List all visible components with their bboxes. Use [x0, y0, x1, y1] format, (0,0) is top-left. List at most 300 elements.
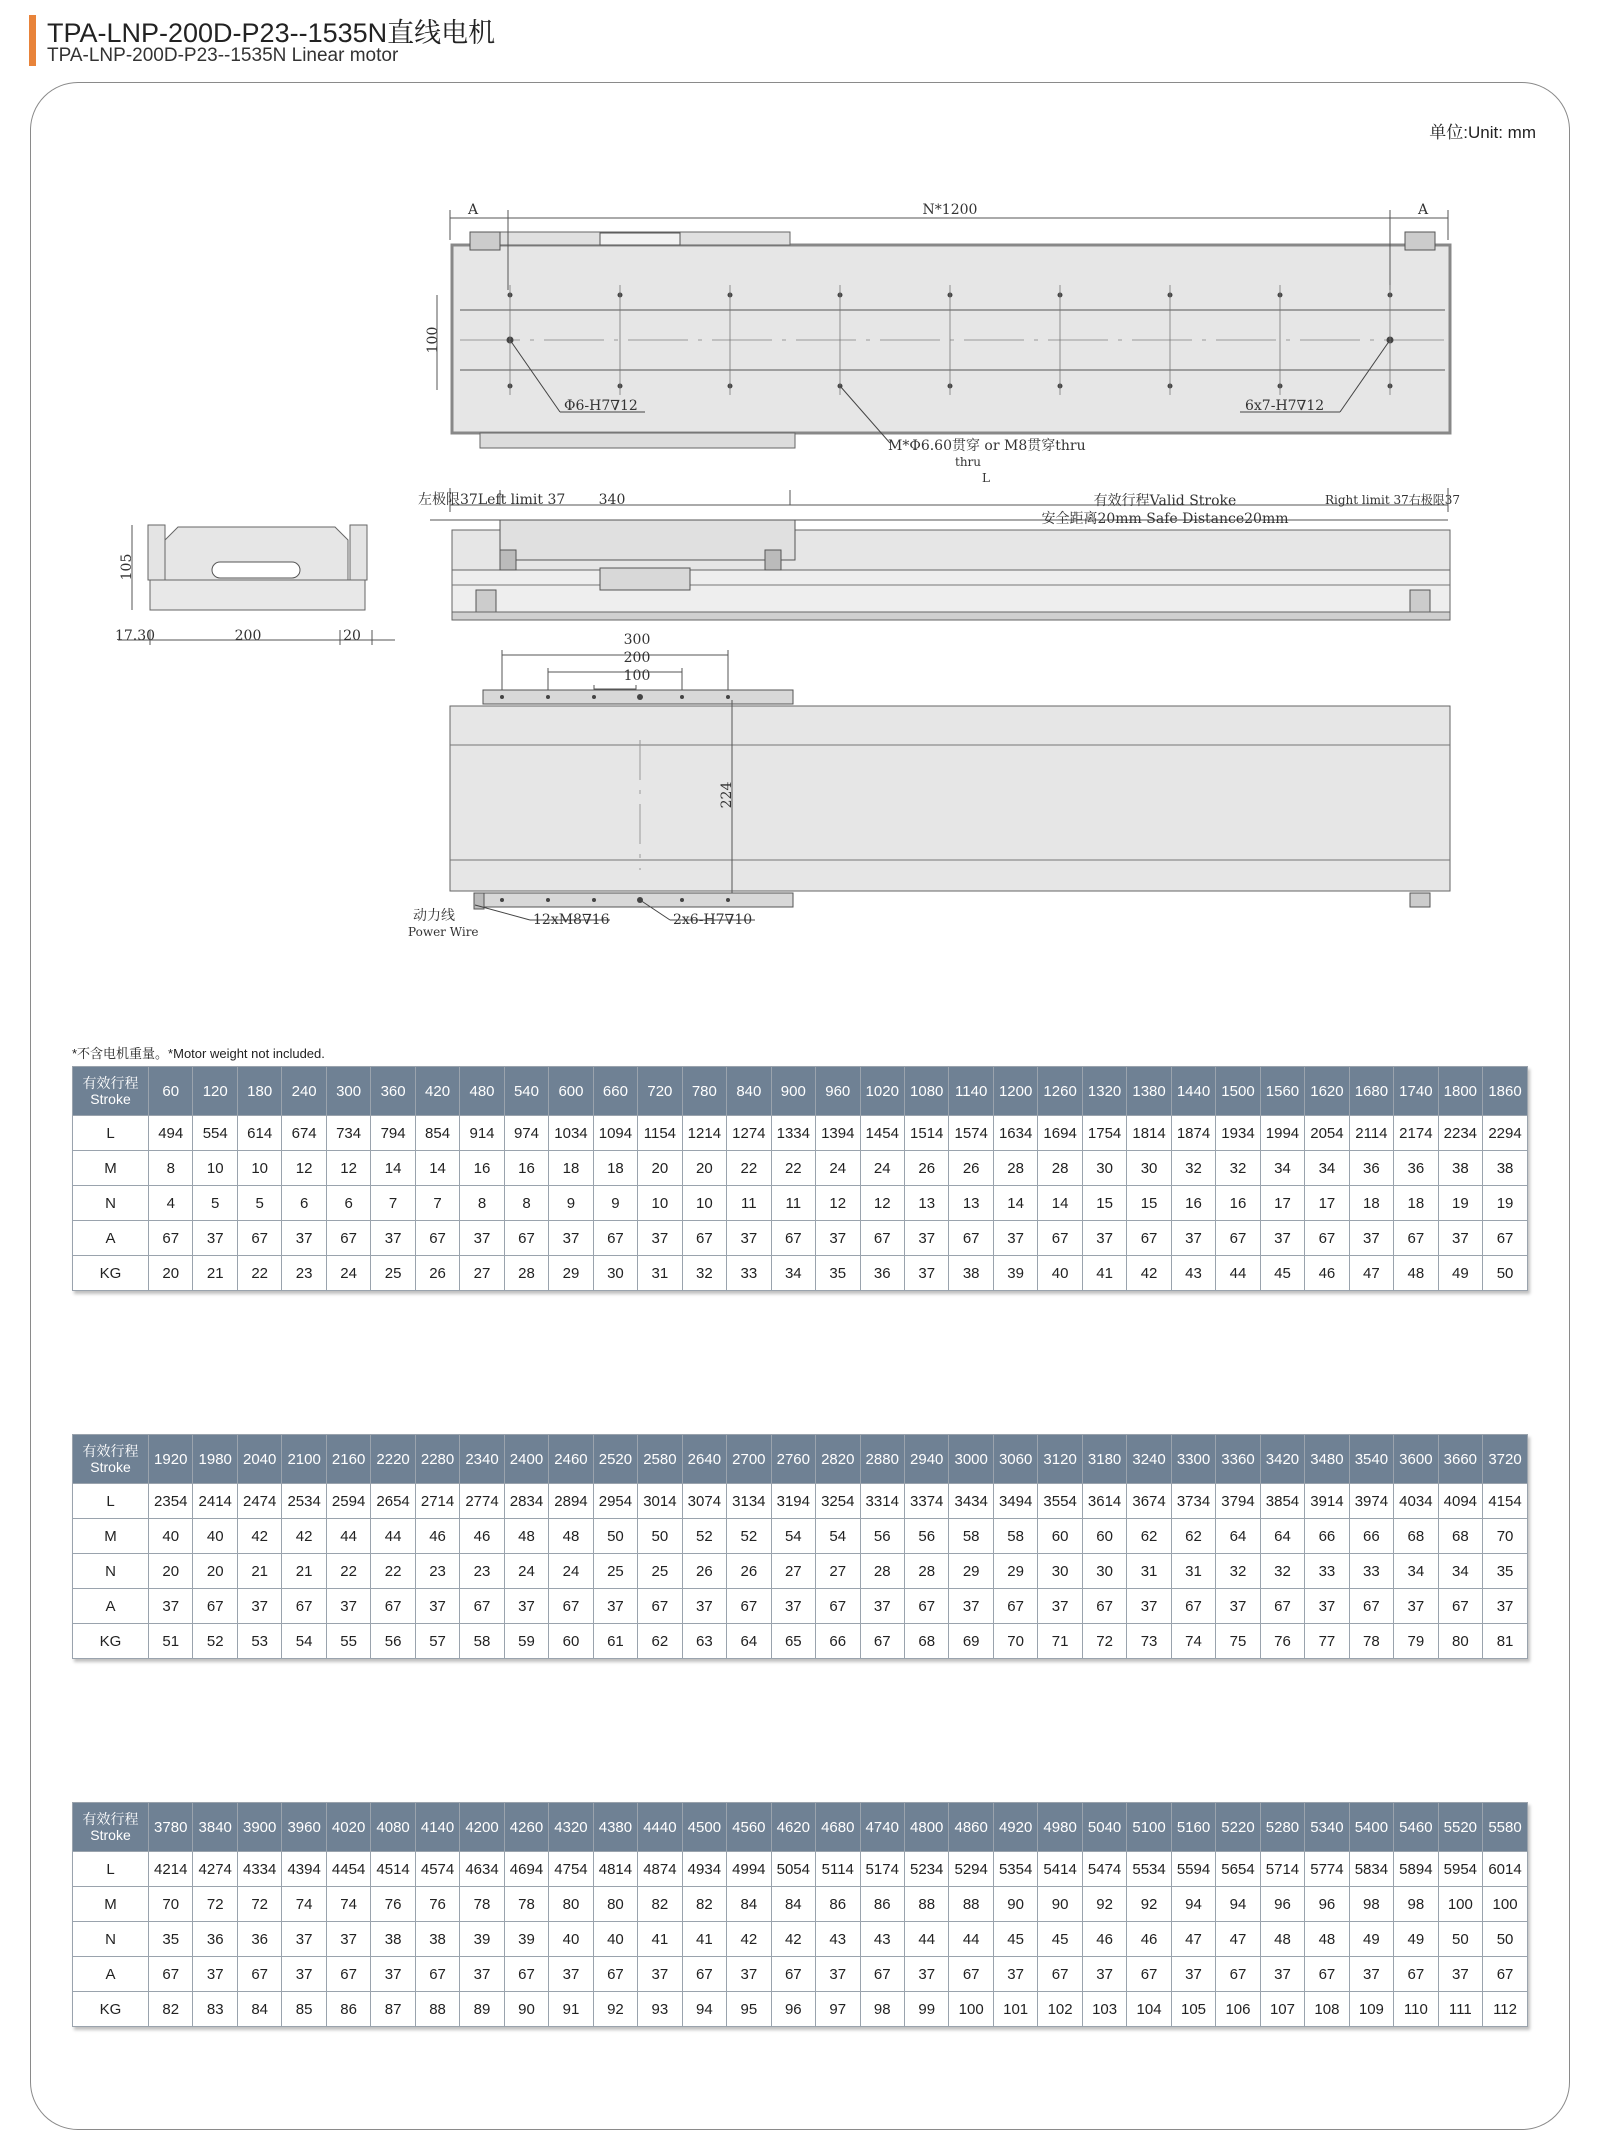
table-cell: 67: [682, 1221, 726, 1256]
table-cell: 23: [415, 1554, 459, 1589]
table-cell: 40: [549, 1922, 593, 1957]
table-cell: 46: [415, 1519, 459, 1554]
stroke-value: 180: [237, 1067, 281, 1116]
table-cell: 11: [727, 1186, 771, 1221]
table-row: [73, 1221, 1528, 1256]
stroke-value: 4980: [1038, 1803, 1082, 1852]
table-cell: 54: [816, 1519, 860, 1554]
safe-distance: 安全距离20mm Safe Distance20mm: [1041, 511, 1289, 527]
stroke-value: 4920: [993, 1803, 1037, 1852]
table-cell: 4574: [415, 1852, 459, 1887]
table-row: [73, 1957, 1528, 1992]
stroke-value: 2580: [638, 1435, 682, 1484]
table-cell: 67: [415, 1957, 459, 1992]
table-cell: 1394: [816, 1116, 860, 1151]
table-cell: 105: [1171, 1992, 1215, 2027]
table-cell: 20: [193, 1554, 237, 1589]
table-cell: 8: [504, 1186, 548, 1221]
table-cell: 37: [638, 1221, 682, 1256]
stroke-header-label: [73, 1435, 149, 1484]
table-cell: 6: [326, 1186, 370, 1221]
table-cell: 36: [237, 1922, 281, 1957]
table-cell: 94: [1216, 1887, 1260, 1922]
table-cell: 62: [1171, 1519, 1215, 1554]
stroke-value: 1440: [1171, 1067, 1215, 1116]
stroke-value: 2640: [682, 1435, 726, 1484]
table-cell: 90: [1038, 1887, 1082, 1922]
table-cell: 734: [326, 1116, 370, 1151]
table-cell: 67: [282, 1589, 326, 1624]
table-cell: 29: [993, 1554, 1037, 1589]
table-cell: 4754: [549, 1852, 593, 1887]
table-row: [73, 1589, 1528, 1624]
table-cell: 70: [993, 1624, 1037, 1659]
table-cell: 57: [415, 1624, 459, 1659]
table-cell: 33: [1305, 1554, 1349, 1589]
stroke-value: 4020: [326, 1803, 370, 1852]
table-cell: 5234: [904, 1852, 948, 1887]
callout-center: M*Φ6.60贯穿 or M8贯穿thru: [888, 438, 1086, 454]
table-cell: 32: [682, 1256, 726, 1291]
callout-pins: 2x6-H7∇10: [673, 912, 753, 928]
table-cell: 914: [460, 1116, 504, 1151]
table-cell: 31: [638, 1256, 682, 1291]
table-cell: 40: [593, 1922, 637, 1957]
table-cell: 68: [1438, 1519, 1482, 1554]
table-cell: 22: [237, 1256, 281, 1291]
table-cell: 3314: [860, 1484, 904, 1519]
stroke-value: 1980: [193, 1435, 237, 1484]
table-cell: 37: [993, 1957, 1037, 1992]
table-cell: 82: [638, 1887, 682, 1922]
stroke-value: 5280: [1260, 1803, 1304, 1852]
table-cell: 37: [1260, 1221, 1304, 1256]
table-cell: 67: [1038, 1221, 1082, 1256]
table-cell: 109: [1349, 1992, 1393, 2027]
table-cell: 1574: [949, 1116, 993, 1151]
table-cell: 16: [460, 1151, 504, 1186]
table-cell: 37: [549, 1221, 593, 1256]
table-cell: 37: [593, 1589, 637, 1624]
table-cell: 4634: [460, 1852, 504, 1887]
stroke-value: 4500: [682, 1803, 726, 1852]
stroke-value: 3060: [993, 1435, 1037, 1484]
table-cell: 2174: [1394, 1116, 1438, 1151]
stroke-value: 300: [326, 1067, 370, 1116]
table-cell: 43: [860, 1922, 904, 1957]
table-cell: 78: [460, 1887, 504, 1922]
table-cell: 18: [1394, 1186, 1438, 1221]
table-cell: 58: [993, 1519, 1037, 1554]
table-cell: 26: [949, 1151, 993, 1186]
table-cell: 18: [593, 1151, 637, 1186]
table-cell: 78: [1349, 1624, 1393, 1659]
table-cell: 44: [904, 1922, 948, 1957]
table-cell: 37: [1171, 1221, 1215, 1256]
table-cell: 51: [149, 1624, 193, 1659]
table-cell: 12: [860, 1186, 904, 1221]
table-cell: 76: [415, 1887, 459, 1922]
table-cell: 5114: [816, 1852, 860, 1887]
table-cell: 98: [1349, 1887, 1393, 1922]
table-cell: 5054: [771, 1852, 815, 1887]
stroke-value: 960: [816, 1067, 860, 1116]
stroke-header-label: [73, 1067, 149, 1116]
table-cell: 38: [371, 1922, 415, 1957]
dim-105: 105: [119, 553, 135, 581]
table-cell: 74: [282, 1887, 326, 1922]
table-cell: 30: [1038, 1554, 1082, 1589]
stroke-value: 1620: [1305, 1067, 1349, 1116]
table-cell: 37: [193, 1957, 237, 1992]
table-cell: 50: [1438, 1922, 1482, 1957]
table-cell: 12: [282, 1151, 326, 1186]
table-cell: 87: [371, 1992, 415, 2027]
table-cell: 1514: [904, 1116, 948, 1151]
table-cell: 67: [949, 1957, 993, 1992]
table-cell: 24: [504, 1554, 548, 1589]
table-cell: 3014: [638, 1484, 682, 1519]
table-cell: 4874: [638, 1852, 682, 1887]
stroke-value: 1080: [904, 1067, 948, 1116]
table-cell: 46: [460, 1519, 504, 1554]
table-cell: 98: [1394, 1887, 1438, 1922]
table-cell: 52: [193, 1624, 237, 1659]
table-cell: 15: [1082, 1186, 1126, 1221]
table-cell: 91: [549, 1992, 593, 2027]
stroke-value: 1680: [1349, 1067, 1393, 1116]
table-cell: 38: [1483, 1151, 1528, 1186]
table-cell: 25: [638, 1554, 682, 1589]
table-cell: 29: [549, 1256, 593, 1291]
table-cell: 50: [593, 1519, 637, 1554]
table-cell: 15: [1127, 1186, 1171, 1221]
table-cell: 794: [371, 1116, 415, 1151]
table-cell: 100: [1483, 1887, 1528, 1922]
table-cell: 67: [504, 1957, 548, 1992]
table-cell: 26: [727, 1554, 771, 1589]
stroke-value: 5340: [1305, 1803, 1349, 1852]
stroke-value: 1260: [1038, 1067, 1082, 1116]
table-cell: 72: [193, 1887, 237, 1922]
table-cell: 66: [1305, 1519, 1349, 1554]
table-cell: 30: [1127, 1151, 1171, 1186]
stroke-value: 3900: [237, 1803, 281, 1852]
table-cell: 9: [593, 1186, 637, 1221]
power-wire-cn: 动力线: [413, 908, 455, 924]
stroke-value: 2700: [727, 1435, 771, 1484]
table-row: [73, 1519, 1528, 1554]
callout-center-thru: thru: [955, 455, 982, 469]
table-cell: 22: [727, 1151, 771, 1186]
table-cell: 24: [549, 1554, 593, 1589]
table-cell: 10: [682, 1186, 726, 1221]
stroke-value: 3600: [1394, 1435, 1438, 1484]
table-cell: 76: [1260, 1624, 1304, 1659]
stroke-header-row: [73, 1435, 1528, 1484]
table-cell: 31: [1171, 1554, 1215, 1589]
row-label: L: [73, 1484, 149, 1519]
table-cell: 85: [282, 1992, 326, 2027]
table-cell: 48: [1260, 1922, 1304, 1957]
table-cell: 3554: [1038, 1484, 1082, 1519]
dim-300: 300: [623, 632, 651, 648]
table-cell: 37: [149, 1589, 193, 1624]
stroke-value: 2460: [549, 1435, 593, 1484]
row-label: M: [73, 1519, 149, 1554]
table-cell: 67: [237, 1957, 281, 1992]
table-cell: 64: [1216, 1519, 1260, 1554]
table-cell: 67: [1171, 1589, 1215, 1624]
stroke-value: 4380: [593, 1803, 637, 1852]
stroke-value: 1860: [1483, 1067, 1528, 1116]
table-cell: 103: [1082, 1992, 1126, 2027]
table-cell: 96: [771, 1992, 815, 2027]
table-cell: 5774: [1305, 1852, 1349, 1887]
table-cell: 37: [682, 1589, 726, 1624]
stroke-value: 3780: [149, 1803, 193, 1852]
table-cell: 13: [949, 1186, 993, 1221]
table-cell: 35: [149, 1922, 193, 1957]
stroke-value: 240: [282, 1067, 326, 1116]
table-cell: 100: [949, 1992, 993, 2027]
table-cell: 99: [904, 1992, 948, 2027]
table-cell: 28: [504, 1256, 548, 1291]
table-cell: 16: [504, 1151, 548, 1186]
table-cell: 81: [1483, 1624, 1528, 1659]
table-cell: 37: [326, 1589, 370, 1624]
table-cell: 69: [949, 1624, 993, 1659]
table-cell: 60: [1082, 1519, 1126, 1554]
table-cell: 34: [1438, 1554, 1482, 1589]
stroke-value: 4620: [771, 1803, 815, 1852]
table-cell: 49: [1349, 1922, 1393, 1957]
page-title: TPA-LNP-200D-P23--1535N直线电机: [47, 18, 496, 48]
table-cell: 60: [1038, 1519, 1082, 1554]
table-cell: 64: [1260, 1519, 1304, 1554]
stroke-value: 1020: [860, 1067, 904, 1116]
table-cell: 67: [1438, 1589, 1482, 1624]
page-subtitle: TPA-LNP-200D-P23--1535N Linear motor: [47, 45, 399, 66]
table-cell: 59: [504, 1624, 548, 1659]
table-cell: 67: [949, 1221, 993, 1256]
table-cell: 36: [860, 1256, 904, 1291]
table-cell: 65: [771, 1624, 815, 1659]
table-cell: 67: [1127, 1957, 1171, 1992]
table-cell: 37: [326, 1922, 370, 1957]
table-cell: 44: [326, 1519, 370, 1554]
table-cell: 2414: [193, 1484, 237, 1519]
table-cell: 67: [727, 1589, 771, 1624]
table-cell: 86: [860, 1887, 904, 1922]
callout-right: 6x7-H7∇12: [1245, 398, 1325, 414]
table-cell: 3074: [682, 1484, 726, 1519]
table-cell: 54: [282, 1624, 326, 1659]
table-cell: 37: [504, 1589, 548, 1624]
table-cell: 80: [593, 1887, 637, 1922]
table-cell: 674: [282, 1116, 326, 1151]
table-cell: 37: [282, 1957, 326, 1992]
table-cell: 67: [415, 1221, 459, 1256]
table-cell: 52: [682, 1519, 726, 1554]
table-cell: 112: [1483, 1992, 1528, 2027]
table-cell: 37: [904, 1957, 948, 1992]
table-cell: 1814: [1127, 1116, 1171, 1151]
table-cell: 36: [193, 1922, 237, 1957]
table-cell: 37: [415, 1589, 459, 1624]
table-cell: 61: [593, 1624, 637, 1659]
table-cell: 1994: [1260, 1116, 1304, 1151]
table-cell: 71: [1038, 1624, 1082, 1659]
stroke-value: 2400: [504, 1435, 548, 1484]
table-cell: 44: [1216, 1256, 1260, 1291]
row-label: N: [73, 1554, 149, 1589]
table-cell: 22: [326, 1554, 370, 1589]
table-cell: 7: [371, 1186, 415, 1221]
table-cell: 37: [727, 1957, 771, 1992]
table-cell: 27: [460, 1256, 504, 1291]
unit-label: 单位:Unit: mm: [1429, 123, 1536, 142]
stroke-label-en: Stroke: [90, 1459, 131, 1475]
table-cell: 67: [1394, 1957, 1438, 1992]
table-cell: 4: [149, 1186, 193, 1221]
stroke-value: 3720: [1483, 1435, 1528, 1484]
table-cell: 27: [771, 1554, 815, 1589]
table-cell: 9: [549, 1186, 593, 1221]
table-cell: 34: [1305, 1151, 1349, 1186]
row-label: L: [73, 1852, 149, 1887]
table-cell: 31: [1127, 1554, 1171, 1589]
table-cell: 37: [1349, 1957, 1393, 1992]
table-cell: 62: [638, 1624, 682, 1659]
table-cell: 92: [593, 1992, 637, 2027]
table-cell: 72: [237, 1887, 281, 1922]
row-label: M: [73, 1151, 149, 1186]
table-cell: 52: [727, 1519, 771, 1554]
table-cell: 37: [1483, 1589, 1528, 1624]
stroke-value: 120: [193, 1067, 237, 1116]
table-cell: 2474: [237, 1484, 281, 1519]
table-cell: 48: [549, 1519, 593, 1554]
stroke-header-row: [73, 1803, 1528, 1852]
table-cell: 106: [1216, 1992, 1260, 2027]
stroke-value: 780: [682, 1067, 726, 1116]
table-row: [73, 1624, 1528, 1659]
stroke-value: 5040: [1082, 1803, 1126, 1852]
table-cell: 93: [638, 1992, 682, 2027]
table-cell: 35: [1483, 1554, 1528, 1589]
table-cell: 20: [682, 1151, 726, 1186]
table-cell: 47: [1216, 1922, 1260, 1957]
table-cell: 50: [1483, 1922, 1528, 1957]
table-cell: 2834: [504, 1484, 548, 1519]
table-cell: 55: [326, 1624, 370, 1659]
table-cell: 67: [549, 1589, 593, 1624]
table-cell: 19: [1438, 1186, 1482, 1221]
table-cell: 8: [460, 1186, 504, 1221]
stroke-value: 720: [638, 1067, 682, 1116]
table-cell: 1334: [771, 1116, 815, 1151]
table-cell: 37: [1305, 1589, 1349, 1624]
table-cell: 2774: [460, 1484, 504, 1519]
table-cell: 5354: [993, 1852, 1037, 1887]
table-cell: 84: [237, 1992, 281, 2027]
stroke-value: 2280: [415, 1435, 459, 1484]
stroke-value: 3480: [1305, 1435, 1349, 1484]
table-cell: 79: [1394, 1624, 1438, 1659]
stroke-value: 2520: [593, 1435, 637, 1484]
table-cell: 36: [1349, 1151, 1393, 1186]
table-cell: 4694: [504, 1852, 548, 1887]
table-cell: 80: [549, 1887, 593, 1922]
table-cell: 64: [727, 1624, 771, 1659]
spec-table-2: [72, 1434, 1528, 1659]
dim-100: 100: [623, 668, 651, 684]
stroke-value: 3180: [1082, 1435, 1126, 1484]
stroke-value: 3240: [1127, 1435, 1171, 1484]
stroke-value: 3000: [949, 1435, 993, 1484]
table-cell: 60: [549, 1624, 593, 1659]
table-cell: 614: [237, 1116, 281, 1151]
table-cell: 37: [1082, 1957, 1126, 1992]
row-label: KG: [73, 1624, 149, 1659]
stroke-value: 360: [371, 1067, 415, 1116]
stroke-value: 4140: [415, 1803, 459, 1852]
stroke-value: 4320: [549, 1803, 593, 1852]
table-cell: 2294: [1483, 1116, 1528, 1151]
stroke-value: 1500: [1216, 1067, 1260, 1116]
table-cell: 1754: [1082, 1116, 1126, 1151]
table-cell: 67: [1349, 1589, 1393, 1624]
table-cell: 7: [415, 1186, 459, 1221]
table-cell: 4154: [1483, 1484, 1528, 1519]
table-cell: 1874: [1171, 1116, 1215, 1151]
table-cell: 67: [371, 1589, 415, 1624]
stroke-value: 1920: [149, 1435, 193, 1484]
table-cell: 2354: [149, 1484, 193, 1519]
stroke-label-cn: 有效行程: [82, 1443, 139, 1459]
table-cell: 18: [549, 1151, 593, 1186]
table-cell: 98: [860, 1992, 904, 2027]
table-cell: 45: [1260, 1256, 1304, 1291]
table-cell: 4934: [682, 1852, 726, 1887]
table-cell: 37: [1260, 1957, 1304, 1992]
table-cell: 37: [1394, 1589, 1438, 1624]
stroke-value: 2760: [771, 1435, 815, 1484]
table-cell: 14: [993, 1186, 1037, 1221]
table-cell: 37: [949, 1589, 993, 1624]
stroke-label-en: Stroke: [90, 1091, 131, 1107]
table-cell: 37: [816, 1221, 860, 1256]
table-cell: 28: [904, 1554, 948, 1589]
table-cell: 67: [860, 1624, 904, 1659]
table-cell: 46: [1082, 1922, 1126, 1957]
table-cell: 78: [504, 1887, 548, 1922]
table-cell: 67: [1127, 1221, 1171, 1256]
table-cell: 37: [1349, 1221, 1393, 1256]
table-cell: 50: [638, 1519, 682, 1554]
table-cell: 37: [860, 1589, 904, 1624]
table-cell: 3614: [1082, 1484, 1126, 1519]
table-cell: 62: [1127, 1519, 1171, 1554]
table-cell: 42: [237, 1519, 281, 1554]
table-cell: 32: [1216, 1554, 1260, 1589]
table-cell: 40: [193, 1519, 237, 1554]
table-cell: 104: [1127, 1992, 1171, 2027]
table-cell: 66: [816, 1624, 860, 1659]
table-cell: 1454: [860, 1116, 904, 1151]
table-cell: 5414: [1038, 1852, 1082, 1887]
